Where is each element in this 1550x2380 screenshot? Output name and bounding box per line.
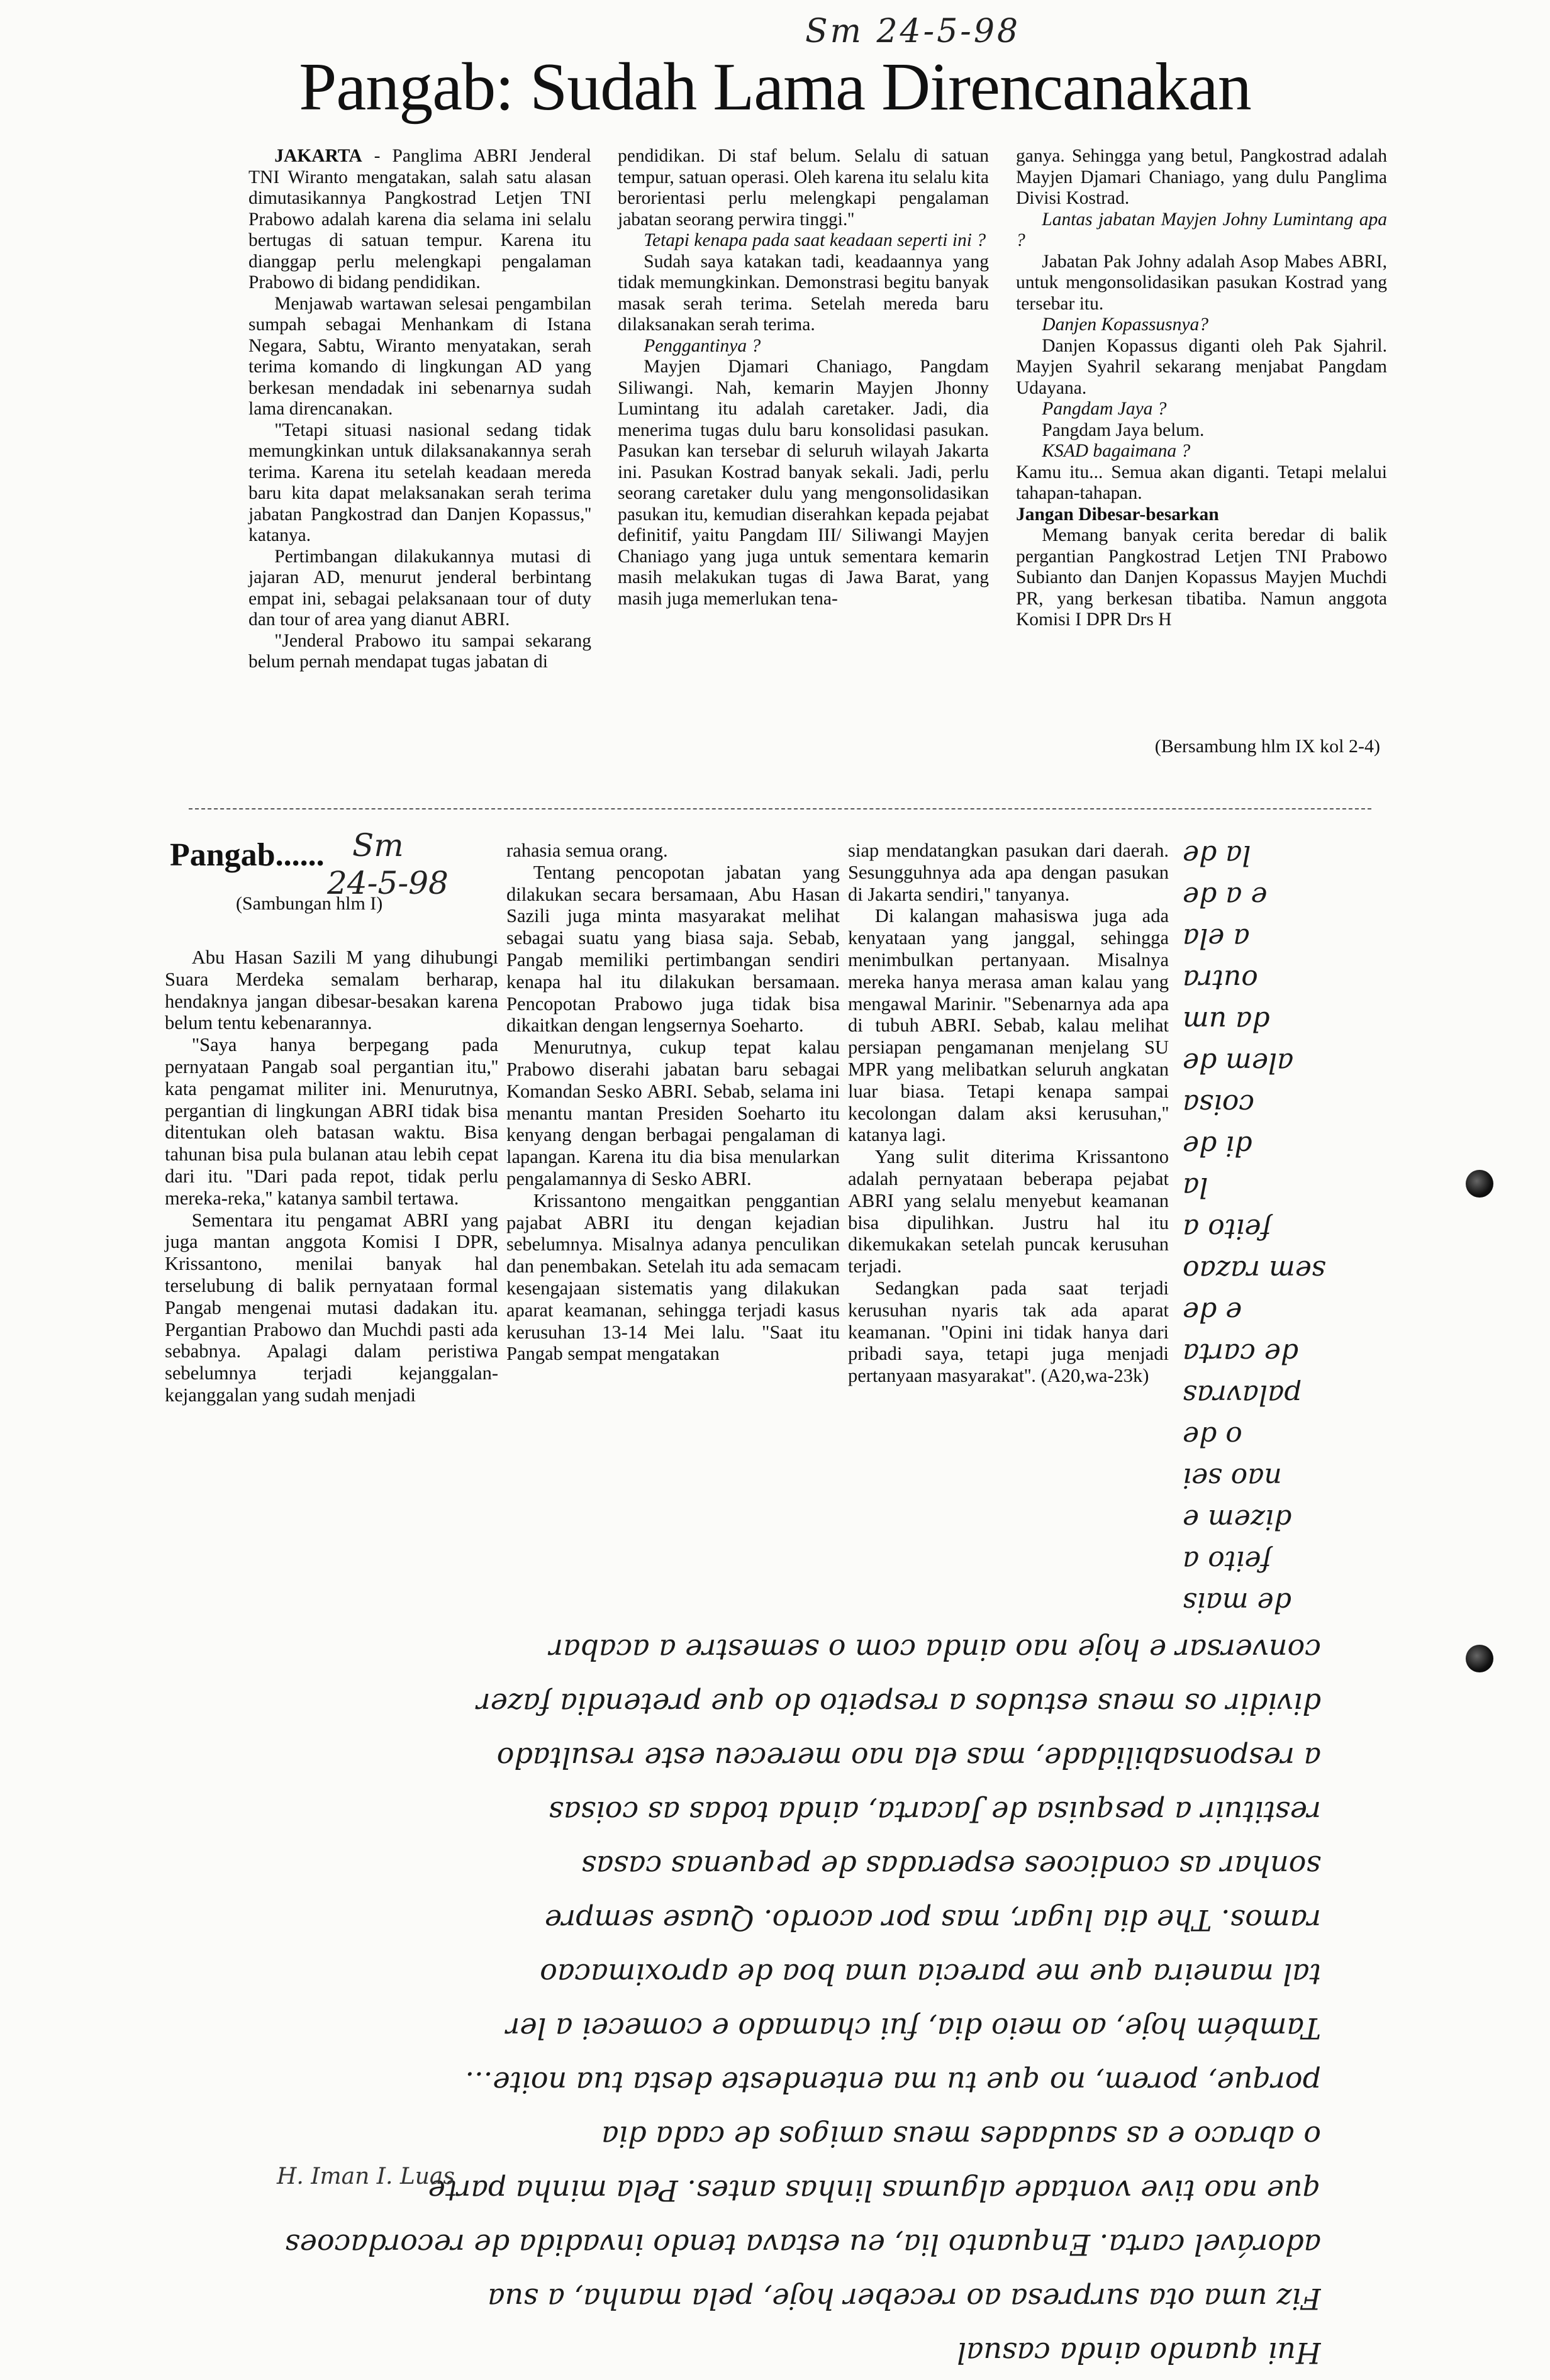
punch-hole: [1466, 1170, 1493, 1198]
handwritten-line: Fiz uma ota surpresa ao receber hoje, pela manha, a sua: [488, 2282, 1321, 2316]
handwritten-letter: [239, 1623, 1321, 2380]
paragraph: Mayjen Djamari Chaniago, Pangdam Siliwangi. Nah, kemarin Mayjen Jhonny Lumintang itu adalah caretaker. Jadi, dia menerima tugas dulu baru konsolidasi pasukan. Pasukan kan tersebar di seluruh wilayah Jakarta ini. Pasukan Kostrad banyak sekali. Jadi, perlu seorang caretaker dulu yang mengonsolidasikan pasukan itu, kemudian diserahkan kepada pejabat definitif, yaitu Pangdam III/ Siliwangi Mayjen Chaniago yang juga untuk sementara kemarin masih melakukan tugas di Jawa Barat, yang masih juga memerlukan tena-: [618, 357, 989, 609]
paragraph: "Jenderal Prabowo itu sampai sekarang belum pernah mendapat tugas jabatan di: [248, 630, 591, 672]
handwritten-margin-notes: de mais feito a dizem e nao sei o de palavras de carta e de sem razao feito a la di de coisa alem de da um outra a ela e a de la de: [1183, 839, 1326, 1618]
paragraph: Pangdam Jaya belum.: [1042, 420, 1205, 440]
interview-question: Penggantinya ?: [644, 335, 761, 356]
interview-question: KSAD bagaimana ?: [1042, 441, 1191, 461]
paragraph: ganya. Sehingga yang betul, Pangkostrad adalah Mayjen Djamari Chaniago, yang dulu Panglima Divisi Kostrad.: [1016, 146, 1387, 208]
handwritten-line: Também hoje, ao meio dia, fui chamado e comecei a ler: [506, 2011, 1321, 2045]
handwritten-line: dividir os meus estudos a respeito do que pretendia fazer: [476, 1687, 1321, 1721]
paragraph: Jabatan Pak Johny adalah Asop Mabes ABRI, untuk mengonsolidasikan pasukan Kostrad yang tersebar itu.: [1016, 251, 1387, 314]
clipping-separator: [189, 808, 1371, 809]
dateline: JAKARTA: [274, 146, 362, 166]
continuation-column-2: [506, 840, 840, 1365]
paragraph: Tentang pencopotan jabatan yang dilakukan secara bersamaan, Abu Hasan Sazili juga minta masyarakat melihat sebagai suatu yang biasa saja. Sebab, Pangab memiliki pertimbangan sendiri kenapa hal itu dilakukan bersamaan. Pencopotan Prabowo juga tidak bisa dikaitkan dengan lengsernya Soeharto.: [506, 861, 840, 1037]
handwritten-line: conversar e hoje nao ainda com o semestre a acabar: [549, 1633, 1321, 1667]
bottom-scribble: H. Iman I. Luas: [277, 2164, 455, 2189]
article-column-1: [248, 146, 591, 673]
continuation-column-1: [165, 947, 498, 1406]
handwritten-line: sonhar as condicoes esperadas de pequenas casas: [581, 1849, 1321, 1883]
paragraph: Menjawab wartawan selesai pengambilan sumpah sebagai Menhankam di Istana Negara, Sabtu, Wiranto menyatakan, serah terima komando di lingkungan AD yang berkesan mendadak ini sebenarnya sudah lama direncanakan.: [248, 293, 591, 419]
paragraph: pendidikan. Di staf belum. Selalu di satuan tempur, satuan operasi. Oleh karena itu selalu kita berorientasi perlu melengkapi pengalaman jabatan seorang perwira tinggi.'': [618, 146, 989, 230]
handwritten-line: porque, porem, no que tu ma entendeste desta tua noite...: [465, 2066, 1321, 2099]
continuation-title: Pangab......: [170, 837, 325, 873]
handwritten-date: 24-5-98: [327, 865, 449, 901]
paragraph: rahasia semua orang.: [506, 840, 668, 861]
paragraph: Yang sulit diterima Krissantono adalah pernyataan beberapa pejabat ABRI yang selalu menyebut keamanan bisa dipulihkan. Justru hal itu dikemukakan setelah puncak kerusuhan terjadi.: [848, 1146, 1169, 1277]
paragraph: Abu Hasan Sazili M yang dihubungi Suara Merdeka semalam berharap, hendaknya jangan dibesar-besakan karena belum tentu kebenarannya.: [165, 947, 498, 1034]
paragraph: "Tetapi situasi nasional sedang tidak memungkinkan untuk dilaksanakannya serah terima. Karena itu setelah keadaan mereda baru kita dapat melaksanakan serah terima jabatan Pangkostrad dan Danjen Kopassus,'' katanya.: [248, 420, 591, 545]
paragraph: siap mendatangkan pasukan dari daerah. Sesungguhnya ada apa dengan pasukan di Jakarta sendiri,'' tanyanya.: [848, 840, 1169, 905]
handwritten-line: Hui quando ainda casual: [957, 2336, 1321, 2370]
interview-question: Tetapi kenapa pada saat keadaan seperti ini ?: [644, 230, 986, 250]
paragraph: Sedangkan pada saat terjadi kerusuhan nyaris tak ada aparat keamanan. "Opini ini tidak hanya dari pribadi saya, tetapi juga menjadi pertanyaan masyarakat''. (A20,wa-23k): [848, 1277, 1169, 1387]
handwritten-source: Sm: [352, 827, 404, 864]
interview-question: Lantas jabatan Mayjen Johny Lumintang apa ?: [1016, 209, 1387, 250]
paragraph: "Saya hanya berpegang pada pernyataan Pangab soal pergantian itu,'' kata pengamat militer ini. Menurutnya, pergantian di lingkungan ABRI tidak bisa ditentukan oleh batasan waktu. Bisa tahunan bisa pula bulanan atau lebih cepat dari itu. "Dari pada repot, tidak perlu mereka-reka,'' katanya sambil tertawa.: [165, 1034, 498, 1209]
handwritten-line: ramos. The dia lugar, mas por acordo. Quase sempre: [544, 1903, 1321, 1937]
paragraph: Memang banyak cerita beredar di balik pergantian Pangkostrad Letjen TNI Prabowo Subianto dan Danjen Kopassus Mayjen Muchdi PR, yang berkesan tibatiba. Namun anggota Komisi I DPR Drs H: [1016, 525, 1387, 630]
continued-reference: (Bersambung hlm IX kol 2-4): [1154, 736, 1380, 757]
paragraph: Krissantono mengaitkan penggantian pajabat ABRI itu dengan kejadian sebelumnya. Misalnya adanya penculikan dan penembakan. Setelah itu ada semacam kesengajaan sistematis yang dilakukan aparat keamanan, sehingga terjadi kasus kerusuhan 13-14 Mei lalu. "Saat itu Pangab sempat mengatakan: [506, 1189, 840, 1365]
paragraph: Sudah saya katakan tadi, keadaannya yang tidak memungkinkan. Demonstrasi begitu banyak masak serah terima. Setelah mereda baru dilaksanakan serah terima.: [618, 251, 989, 335]
paragraph: Danjen Kopassus diganti oleh Pak Sjahril. Mayjen Syahril sekarang menjabat Pangdam Udayana.: [1016, 335, 1387, 398]
paragraph: Kamu itu... Semua akan diganti. Tetapi melalui tahapan-tahapan.: [1016, 462, 1387, 503]
interview-question: Pangdam Jaya ?: [1042, 399, 1167, 419]
continuation-column-3: [848, 840, 1169, 1387]
handwritten-line: tal maneira que me parecia uma boa de aproximacao: [540, 1957, 1321, 1991]
paragraph: Di kalangan mahasiswa juga ada kenyataan yang janggal, sehingga menimbulkan pertanyaan. Misalnya mereka hanya merasa aman kalau yang mengawal Marinir. "Sebenarnya ada apa di tubuh ABRI. Sebab, kalau melihat persiapan pengamanan menjelang SU MPR yang melibatkan seluruh angkatan luar biasa. Tetapi kenapa sampai kecolongan dalam aksi kerusuhan,'' katanya lagi.: [848, 905, 1169, 1146]
handwritten-line: a responsabilidade, mas ela nao mereceu este resultado: [496, 1741, 1321, 1775]
paragraph: Sementara itu pengamat ABRI yang juga mantan anggota Komisi I DPR, Krissantono, menilai banyak hal terselubung di balik pernyataan formal Pangab mengenai mutasi dadakan itu. Pergantian Prabowo dan Muchdi pasti ada sebabnya. Apalagi dalam peristiwa sebelumnya terjadi kejanggalan-kejanggalan yang sudah menjadi: [165, 1209, 498, 1406]
clipping-date-stamp: Sm 24-5-98: [805, 13, 1021, 50]
paragraph: Pertimbangan dilakukannya mutasi di jajaran AD, menurut jenderal berbintang empat ini, sebagai pelaksanaan tour of duty dan tour of area yang dianut ABRI.: [248, 546, 591, 630]
article-column-3: [1016, 146, 1387, 631]
handwritten-line: adorável carta. Enquanto lia, eu estava tendo invadida de recordacoes: [285, 2228, 1321, 2262]
article-column-2: [618, 146, 989, 609]
punch-hole: [1466, 1645, 1493, 1672]
subheading: Jangan Dibesar-besarkan: [1016, 504, 1219, 525]
continuation-subtitle: (Sambungan hlm I): [236, 893, 383, 914]
paragraph: - Panglima ABRI Jenderal TNI Wiranto mengatakan, salah satu alasan dimutasikannya Pangkostrad Letjen TNI Prabowo adalah karena dia selama ini selalu bertugas di satuan tempur. Karena itu dianggap perlu melengkapi pengalaman Prabowo di bidang pendidikan.: [248, 146, 591, 292]
handwritten-line: restituir a pesquisa de Jacarta, ainda todas as coisas: [549, 1795, 1321, 1829]
handwritten-line: o abraco e as saudades meus amigos de cada dia: [601, 2120, 1321, 2154]
interview-question: Danjen Kopassusnya?: [1042, 314, 1208, 335]
paragraph: Menurutnya, cukup tepat kalau Prabowo diserahi jabatan baru sebagai Komandan Sesko ABRI. Sebab, selama ini menantu mantan Presiden Soeharto itu kenyang dengan berbagai pengalaman di lapangan. Karena itu dia bisa menularkan pengalamannya di Sesko ABRI.: [506, 1037, 840, 1189]
handwritten-line: que nao tive vontade algumas linhas antes. Pela minha parte: [428, 2174, 1321, 2208]
headline: Pangab: Sudah Lama Direncanakan: [299, 50, 1251, 125]
